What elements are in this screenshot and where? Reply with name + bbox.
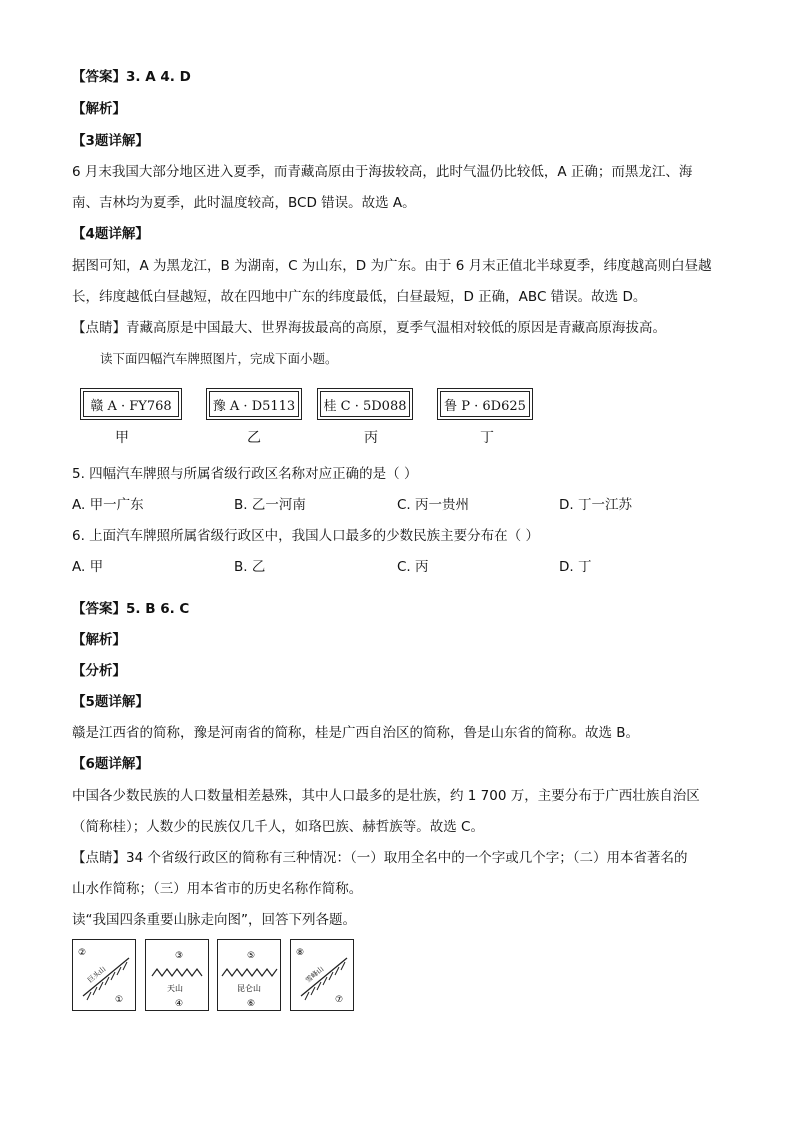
q3-detail-line-1: 6 月末我国大部分地区进入夏季，而青藏高原由于海拔较高，此时气温仍比较低，A 正确；而黑龙江、海	[72, 164, 693, 180]
license-plate-jia	[80, 388, 182, 420]
q5-option-c: C. 丙一贵州	[397, 497, 470, 513]
panel-2-top-marker: ③	[175, 951, 184, 961]
panel-4-bottom-marker: ⑦	[335, 995, 344, 1005]
panel-3-name: 昆仑山	[237, 984, 261, 993]
plate-text-bing: 桂 C · 5D088	[320, 391, 410, 417]
tip-1: 【点睛】青藏高原是中国最大、世界海拔最高的高原，夏季气温相对较低的原因是青藏高原海拔高。	[72, 320, 666, 336]
mountain-panel-3	[217, 939, 281, 1011]
analysis-header-1: 【解析】	[72, 101, 126, 117]
plates-intro: 读下面四幅汽车牌照图片，完成下面小题。	[100, 351, 338, 366]
q6-option-b: B. 乙	[234, 559, 266, 575]
license-plate-yi	[206, 388, 302, 420]
horizontal-ridge-icon	[146, 940, 210, 1012]
panel-1-top-marker: ②	[78, 948, 87, 958]
plate-text-jia: 赣 A · FY768	[83, 391, 179, 417]
q6-detail-line-1: 中国各少数民族的人口数量相差悬殊，其中人口最多的是壮族，约 1 700 万，主要分布于广西壮族自治区	[72, 788, 700, 804]
horizontal-ridge-icon-2	[218, 940, 282, 1012]
q5-detail-line-1: 赣是江西省的简称，豫是河南省的简称，桂是广西自治区的简称，鲁是山东省的简称。故选 B。	[72, 725, 640, 741]
map-question-stem: 读“我国四条重要山脉走向图”，回答下列各题。	[72, 912, 356, 928]
analysis-header-2: 【解析】	[72, 632, 126, 648]
q6-option-a: A. 甲	[72, 559, 104, 575]
fenxi-header: 【分析】	[72, 663, 126, 679]
mountain-panel-2	[145, 939, 209, 1011]
q6-detail-line-2: （简称桂）；人数少的民族仅几千人，如珞巴族、赫哲族等。故选 C。	[72, 819, 484, 835]
q4-detail-line-2: 长，纬度越低白昼越短，故在四地中广东的纬度最低，白昼最短，D 正确，ABC 错误。故选 D。	[72, 289, 647, 305]
panel-3-top-marker: ⑤	[247, 951, 256, 961]
q5-option-b: B. 乙一河南	[234, 497, 306, 513]
q3-detail-line-2: 南、吉林均为夏季，此时温度较高，BCD 错误。故选 A。	[72, 195, 416, 211]
q6-detail-header: 【6题详解】	[72, 756, 149, 772]
panel-1-bottom-marker: ①	[115, 995, 124, 1005]
q3-detail-header: 【3题详解】	[72, 133, 149, 149]
panel-4-top-marker: ⑧	[296, 948, 305, 958]
plate-label-jia: 甲	[115, 430, 129, 446]
panel-2-name: 天山	[167, 984, 183, 993]
plate-text-ding: 鲁 P · 6D625	[440, 391, 530, 417]
q5-stem: 5. 四幅汽车牌照与所属省级行政区名称对应正确的是（ ）	[72, 466, 418, 482]
tip-2-line-2: 山水作简称；（三）用本省市的历史名称作简称。	[72, 881, 363, 897]
mountain-panel-1	[72, 939, 136, 1011]
tip-2-line-1: 【点睛】34 个省级行政区的简称有三种情况：（一）取用全名中的一个字或几个字；（二）用本省著名的	[72, 850, 688, 866]
q6-option-d: D. 丁	[559, 559, 592, 575]
diagonal-ridge-icon-2	[291, 940, 355, 1012]
q6-stem: 6. 上面汽车牌照所属省级行政区中，我国人口最多的少数民族主要分布在（ ）	[72, 528, 539, 544]
plate-text-yi: 豫 A · D5113	[209, 391, 299, 417]
panel-2-bottom-marker: ④	[175, 999, 184, 1009]
q5-option-a: A. 甲一广东	[72, 497, 144, 513]
diagonal-ridge-icon	[73, 940, 137, 1012]
plate-label-ding: 丁	[480, 430, 494, 446]
q4-detail-header: 【4题详解】	[72, 226, 149, 242]
answer-5-6: 【答案】5. B 6. C	[72, 601, 190, 617]
q5-detail-header: 【5题详解】	[72, 694, 149, 710]
q4-detail-line-1: 据图可知，A 为黑龙江，B 为湖南，C 为山东，D 为广东。由于 6 月末正值北半球夏季，纬度越高则白昼越	[72, 258, 712, 274]
mountain-panel-4	[290, 939, 354, 1011]
license-plate-ding	[437, 388, 533, 420]
answer-3-4: 【答案】3. A 4. D	[72, 69, 191, 85]
q6-option-c: C. 丙	[397, 559, 429, 575]
panel-3-bottom-marker: ⑥	[247, 999, 256, 1009]
panel-1-name: 巨头山	[86, 964, 108, 985]
panel-4-name: 雪峰山	[304, 964, 326, 985]
q5-option-d: D. 丁一江苏	[559, 497, 632, 513]
plate-label-yi: 乙	[247, 430, 261, 446]
license-plate-bing	[317, 388, 413, 420]
plate-label-bing: 丙	[364, 430, 378, 446]
